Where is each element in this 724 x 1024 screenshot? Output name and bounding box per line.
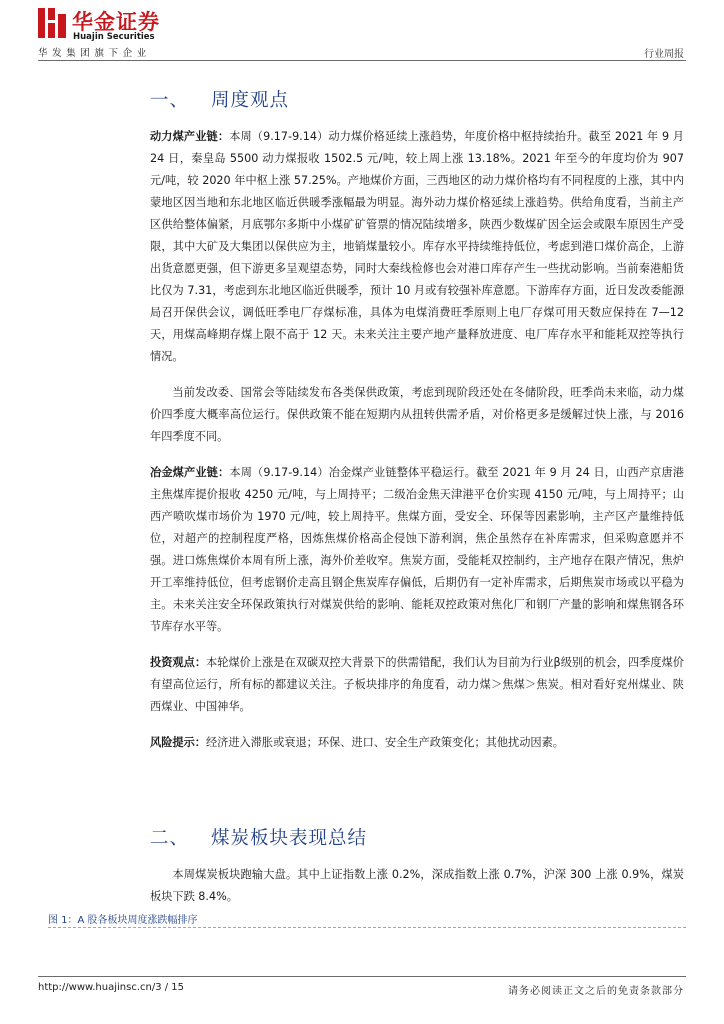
sector-performance-paragraph: 本周煤炭板块跑输大盘。其中上证指数上涨 0.2%，深成指数上涨 0.7%，沪深 300 上涨 0.9%，煤炭板块下跌 8.4%。 [150, 868, 684, 903]
section-2-heading [150, 824, 684, 864]
policy-paragraph: 当前发改委、国常会等陆续发布各类保供政策，考虑到现阶段还处在冬储阶段，旺季尚未来临，动力煤价四季度大概率高位运行。保供政策不能在短期内从扭转供需矛盾，对价格更多是缓解过快上涨，与 2016 年四季度不同。 [150, 386, 684, 443]
section-1-number: 一、 [150, 90, 190, 111]
risk-paragraph [150, 732, 684, 754]
logo-icon [38, 8, 66, 38]
logo-english-name: Huajin Securities [73, 32, 155, 42]
met-coal-text: 本周（9.17-9.14）冶金煤产业链整体平稳运行。截至 2021 年 9 月 24 日，山西产京唐港主焦煤库提价报收 4250 元/吨，与上周持平；二级冶金焦天津港平仓价实现 4150 元/吨，与上周持平；山西产喷吹煤市场价为 1970 元/吨，较上周持平。焦煤方面，受安全、环保等因素影响，主产区产量维持低位，对超产的控制程度严格，因炼焦煤价格高企侵蚀下游利润，焦企虽然存在补库需求，但采购意愿并不强。进口炼焦煤价本周有所上涨，海外价差收窄。焦炭方面，受能耗双控制约，主产地存在限产情况，焦炉开工率维持低位，但考虑钢价走高且钢企焦炭库存偏低，后期仍有一定补库需求，后期焦炭市场或以平稳为主。未来关注安全环保政策执行对煤炭供给的影响、能耗双控政策对焦化厂和钢厂产量的影响和煤焦钢各环节库存水平等。 [150, 466, 684, 633]
main-content [150, 70, 684, 908]
spacer [150, 754, 684, 808]
page-header [0, 0, 724, 64]
header-subtitle: 华发集团旗下企业 [38, 48, 151, 59]
met-coal-paragraph [150, 462, 684, 638]
investment-lead: 投资观点： [150, 656, 207, 669]
footer-url-page: http://www.huajinsc.cn/3 / 15 [38, 982, 185, 993]
figure-caption: 图 1：A 股各板块周度涨跌幅排序 [48, 915, 198, 926]
risk-lead: 风险提示： [150, 736, 206, 749]
section-2-title: 煤炭板块表现总结 [211, 828, 368, 849]
section-1-heading [150, 86, 684, 126]
spacer [150, 448, 684, 462]
thermal-coal-text: 本周（9.17-9.14）动力煤价格延续上涨趋势，年度价格中枢持续抬升。截至 2021 年 9 月 24 日，秦皇岛 5500 动力煤报收 1502.5 元/吨，较上周上涨 13.18%。2021 年至今的年度均价为 907 元/吨，较 2020 年中枢上涨 57.25%。产地煤价方面，三西地区的动力煤价格均有不同程度的上涨，其中内蒙地区因当地和东北地区临近供暖季涨幅最为明显。海外动力煤价格延续上涨趋势。供给角度看，当前主产区供给整体偏紧，月底鄂尔多斯中小煤矿矿管票的情况陆续增多，陕西少数煤矿因全运会或限车原因生产受限，其中大矿及大集团以保供应为主，地销煤量较小。库存水平持续维持低位，考虑到港口煤价高企，上游出货意愿更强，但下游更多呈观望态势，同时大秦线检修也会对港口库存产生一些扰动影响。当前秦港船货比仅为 7.31，考虑到东北地区临近供暖季，预计 10 月或有较强补库意愿。下游库存方面，近日发改委能源局召开保供会议，调低旺季电厂存煤标准，具体为电煤消费旺季原则上电厂存煤可用天数应保持在 7—12 天，用煤高峰期存煤上限不高于 12 天。未来关注主要产地产量释放进度、电厂库存水平和能耗双控等执行情况。 [150, 130, 684, 363]
section-1-title: 周度观点 [211, 90, 290, 111]
risk-text: 经济进入滞胀或衰退；环保、进口、安全生产政策变化；其他扰动因素。 [205, 736, 564, 749]
footer-disclaimer: 请务必阅读正文之后的免责条款部分 [508, 986, 684, 997]
logo-chinese-name: 华金证券 [72, 10, 160, 34]
thermal-coal-paragraph [150, 126, 684, 368]
section-2-number: 二、 [150, 828, 190, 849]
thermal-coal-lead: 动力煤产业链： [150, 130, 230, 143]
report-type-label: 行业周报 [644, 49, 684, 60]
investment-paragraph [150, 652, 684, 718]
header-divider [38, 60, 686, 61]
footer-divider [38, 976, 686, 977]
investment-text: 本轮煤价上涨是在双碳双控大背景下的供需错配，我们认为目前为行业β级别的机会，四季度煤价有望高位运行，所有标的都建议关注。子板块排序的角度看，动力煤＞焦煤＞焦炭。相对看好兖州煤业、陕西煤业、中国神华。 [150, 656, 684, 713]
figure-divider [48, 927, 686, 928]
spacer [150, 718, 684, 732]
company-logo [38, 8, 178, 42]
spacer [150, 368, 684, 382]
spacer [150, 638, 684, 652]
met-coal-lead: 冶金煤产业链： [150, 466, 230, 479]
